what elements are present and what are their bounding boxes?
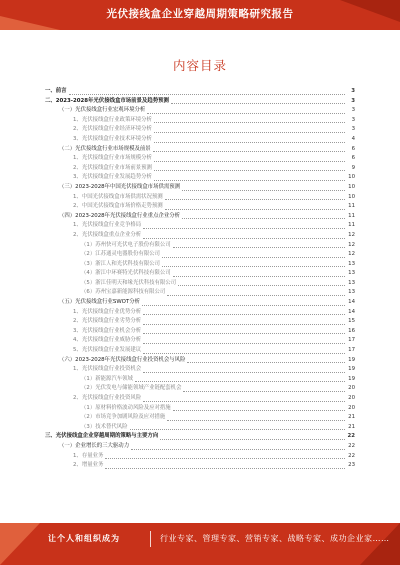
toc-entry[interactable]: [45, 269, 355, 279]
toc-leader-dots: [160, 439, 345, 440]
toc-entry-label: （三）2023-2028年中国光伏接线盒市场供需预测: [59, 183, 181, 190]
toc-entry-label: 2、中国光伏接线盒市场价格走势预测: [73, 203, 163, 210]
toc-entry[interactable]: [45, 183, 355, 193]
toc-entry-page: 10: [348, 183, 355, 190]
toc-leader-dots: [154, 122, 345, 123]
toc-entry-label: 二、2023-2028年光伏接线盒市场前景及趋势预测: [45, 97, 169, 104]
toc-entry-label: 3、光伏接线盒行业发展趋势分析: [73, 174, 152, 181]
toc-entry[interactable]: [45, 202, 355, 212]
toc-leader-dots: [143, 343, 345, 344]
toc-leader-dots: [154, 170, 345, 171]
toc-entry-page: 6: [351, 145, 355, 152]
toc-entry[interactable]: [45, 260, 355, 270]
toc-leader-dots: [142, 305, 345, 306]
toc-entry[interactable]: [45, 154, 355, 164]
toc-entry-label: 5、光伏接线盒行业发展建议: [73, 347, 142, 354]
toc-entry[interactable]: [45, 135, 355, 145]
toc-entry-page: 14: [348, 299, 355, 306]
toc-entry-label: （六）2023-2028年光伏接线盒行业投资机会与风险: [59, 356, 186, 363]
toc-entry[interactable]: [45, 442, 355, 452]
toc-leader-dots: [143, 314, 345, 315]
toc-entry[interactable]: [45, 336, 355, 346]
toc-entry[interactable]: [45, 279, 355, 289]
toc-leader-dots: [143, 228, 345, 229]
toc-leader-dots: [167, 295, 345, 296]
toc-entry-page: 12: [348, 231, 355, 238]
toc-entry-page: 11: [348, 203, 355, 210]
toc-entry-page: 19: [348, 366, 355, 373]
toc-entry-label: 1、光伏接线盒行业竞争格局: [73, 222, 142, 229]
toc-entry-label: （2）江苏通灵电器股份有限公司: [81, 251, 160, 258]
toc-leader-dots: [69, 94, 345, 95]
footer-slogan-right: 行业专家、管理专家、营销专家、战略专家、成功企业家……: [160, 534, 390, 543]
toc-entry-label: 一、前言: [45, 88, 67, 94]
footer-slogan-left: 让个人和组织成为: [48, 534, 120, 543]
toc-leader-dots: [143, 372, 345, 373]
toc-leader-dots: [130, 429, 345, 430]
toc-entry[interactable]: [45, 346, 355, 356]
toc-leader-dots: [154, 132, 345, 133]
toc-entry-page: 14: [348, 308, 355, 315]
toc-leader-dots: [183, 391, 345, 392]
toc-entry-label: 2、光伏接线盒行业投资风险: [73, 395, 142, 401]
table-of-contents: [45, 87, 355, 471]
toc-entry[interactable]: [45, 106, 355, 116]
footer-banner: [0, 523, 400, 565]
toc-leader-dots: [178, 285, 345, 286]
toc-entry-page: 17: [348, 337, 355, 344]
toc-entry-label: （2）光伏发电与储能领域产业链配套机会: [81, 385, 182, 392]
toc-entry[interactable]: [45, 164, 355, 174]
toc-entry[interactable]: [45, 365, 355, 375]
toc-leader-dots: [143, 353, 345, 354]
toc-leader-dots: [147, 113, 345, 114]
toc-entry-page: 22: [348, 452, 355, 459]
toc-entry-page: 12: [348, 241, 355, 248]
toc-leader-dots: [154, 142, 345, 143]
toc-leader-dots: [143, 333, 345, 334]
toc-entry-label: （3）浙江人和光伏科技有限公司: [81, 260, 160, 267]
toc-leader-dots: [105, 468, 345, 469]
toc-leader-dots: [135, 381, 345, 382]
toc-entry-page: 20: [348, 404, 355, 411]
toc-entry-page: 23: [348, 462, 355, 469]
toc-entry[interactable]: [45, 394, 355, 404]
toc-entry-label: 1、光伏接线盒行业投资机会: [73, 366, 142, 373]
toc-entry[interactable]: [45, 384, 355, 394]
toc-entry-page: 13: [348, 289, 355, 296]
toc-entry-page: 3: [351, 107, 355, 114]
toc-entry-page: 11: [348, 212, 355, 219]
toc-entry-label: 2、光伏接线盒行业劣势分析: [73, 318, 142, 325]
toc-leader-dots: [165, 199, 345, 200]
toc-entry-page: 6: [351, 155, 355, 162]
toc-entry-page: 22: [347, 433, 355, 440]
header-banner: [0, 0, 400, 30]
toc-leader-dots: [171, 103, 345, 104]
toc-entry-label: 4、光伏接线盒行业威胁分析: [73, 337, 142, 344]
toc-entry-page: 3: [351, 97, 355, 104]
toc-entry-label: 2、光伏接线盒重点企业分析: [73, 231, 142, 238]
toc-entry[interactable]: [45, 288, 355, 298]
toc-entry-page: 13: [348, 270, 355, 277]
toc-entry-page: 20: [348, 395, 355, 401]
toc-entry-page: 21: [348, 414, 355, 421]
toc-leader-dots: [162, 266, 345, 267]
toc-entry[interactable]: [45, 231, 355, 241]
toc-heading: 内容目录: [172, 58, 227, 73]
toc-entry-label: （五）光伏接线盒行业SWOT分析: [59, 299, 140, 306]
toc-entry-page: 3: [351, 88, 355, 94]
toc-entry-page: 13: [348, 279, 355, 286]
toc-entry-page: 3: [351, 116, 355, 123]
toc-entry-label: 3、光伏接线盒行业技术环境分析: [73, 135, 152, 142]
toc-leader-dots: [182, 190, 345, 191]
toc-entry-label: （2）市场竞争加剧风险及应对措施: [81, 414, 166, 421]
toc-entry-page: 17: [348, 347, 355, 354]
toc-entry[interactable]: [45, 404, 355, 414]
toc-leader-dots: [143, 238, 345, 239]
toc-entry[interactable]: [45, 308, 355, 318]
toc-entry-label: 1、中国光伏接线盒市场供需状况预测: [73, 193, 163, 200]
footer-background: [0, 523, 400, 565]
toc-entry-label: 三、光伏接线盒企业穿越周期的策略与主要方向: [45, 433, 159, 440]
toc-leader-dots: [173, 247, 345, 248]
toc-leader-dots: [173, 276, 345, 277]
toc-entry-label: （4）浙江中环赛特光伏科技有限公司: [81, 270, 171, 277]
toc-entry-label: 2、光伏接线盒行业市场前景预测: [73, 164, 152, 171]
toc-entry[interactable]: [45, 125, 355, 135]
toc-entry-page: 3: [351, 126, 355, 133]
toc-entry-page: 16: [348, 327, 355, 334]
toc-entry[interactable]: [45, 173, 355, 183]
toc-entry[interactable]: [45, 221, 355, 231]
toc-entry-label: 1、光伏接线盒行业市场规模分析: [73, 155, 152, 162]
toc-entry-page: 4: [351, 135, 355, 142]
toc-leader-dots: [154, 161, 345, 162]
footer-divider: [150, 531, 151, 547]
toc-entry-label: 1、光伏接线盒行业优势分析: [73, 308, 142, 315]
toc-entry-label: （一）光伏接线盒行业宏观环境分析: [59, 107, 146, 114]
toc-entry[interactable]: [45, 87, 355, 97]
toc-entry-page: 12: [348, 251, 355, 258]
toc-entry-label: （四）2023-2028年光伏接线盒行业重点企业分析: [59, 212, 181, 219]
toc-entry-label: （1）原材料价格波动风险及应对措施: [81, 404, 171, 411]
toc-leader-dots: [143, 401, 345, 402]
toc-entry[interactable]: [45, 97, 355, 107]
toc-entry[interactable]: [45, 356, 355, 366]
toc-entry[interactable]: [45, 116, 355, 126]
toc-leader-dots: [154, 180, 345, 181]
toc-leader-dots: [173, 410, 345, 411]
toc-leader-dots: [182, 218, 345, 219]
toc-entry[interactable]: [45, 375, 355, 385]
report-title: 光伏接线盒企业穿越周期策略研究报告: [106, 8, 294, 20]
toc-entry[interactable]: [45, 413, 355, 423]
toc-entry[interactable]: [45, 250, 355, 260]
toc-entry[interactable]: [45, 241, 355, 251]
toc-entry-label: 2、增量业务: [73, 462, 104, 469]
toc-entry[interactable]: [45, 452, 355, 462]
toc-entry[interactable]: [45, 317, 355, 327]
toc-leader-dots: [187, 362, 345, 363]
toc-entry[interactable]: [45, 212, 355, 222]
toc-entry-page: 22: [348, 442, 355, 449]
toc-entry[interactable]: [45, 145, 355, 155]
toc-leader-dots: [165, 209, 345, 210]
toc-entry-label: （二）光伏接线盒行业市场规模及前景: [59, 145, 151, 152]
toc-entry-page: 10: [348, 193, 355, 200]
toc-entry-label: 2、光伏接线盒行业经济环境分析: [73, 126, 152, 133]
toc-entry[interactable]: [45, 327, 355, 337]
toc-entry-label: （6）苏州宝嘉新能源科技有限公司: [81, 289, 166, 296]
toc-entry-label: （1）苏州快可光伏电子股份有限公司: [81, 241, 171, 248]
toc-entry-page: 19: [348, 356, 355, 363]
toc-entry[interactable]: [45, 423, 355, 433]
toc-entry-page: 13: [348, 260, 355, 267]
toc-entry-label: （5）浙江佳明天和缘光伏科技有限公司: [81, 279, 177, 286]
toc-entry-label: 1、存量业务: [73, 452, 104, 459]
toc-leader-dots: [162, 257, 345, 258]
toc-entry-page: 11: [348, 222, 355, 229]
toc-entry-page: 10: [348, 174, 355, 181]
toc-entry[interactable]: [45, 461, 355, 471]
toc-entry-label: （1）新能源汽车领域: [81, 375, 133, 382]
toc-entry-page: 9: [351, 164, 355, 171]
toc-entry-label: （一）企业增长的三大驱动力: [59, 442, 130, 449]
toc-leader-dots: [105, 458, 345, 459]
toc-entry-page: 15: [348, 318, 355, 325]
toc-entry[interactable]: [45, 432, 355, 442]
toc-entry-label: 3、光伏接线盒行业机会分析: [73, 327, 142, 334]
toc-entry[interactable]: [45, 298, 355, 308]
toc-leader-dots: [153, 151, 345, 152]
toc-entry-label: 1、光伏接线盒行业政策环境分析: [73, 116, 152, 123]
toc-entry-page: 21: [348, 423, 355, 430]
toc-leader-dots: [143, 324, 345, 325]
toc-entry-page: 20: [348, 385, 355, 392]
toc-entry-label: （3）技术替代风险: [81, 423, 128, 430]
toc-leader-dots: [167, 420, 345, 421]
toc-entry-page: 19: [348, 375, 355, 382]
toc-leader-dots: [131, 449, 345, 450]
toc-entry[interactable]: [45, 193, 355, 203]
